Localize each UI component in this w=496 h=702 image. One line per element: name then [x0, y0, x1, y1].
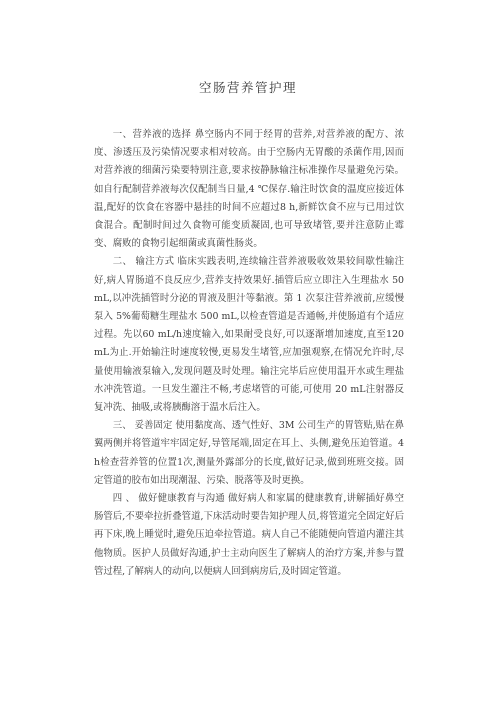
paragraph-health-education: 四 、 做好健康教育与沟通 做好病人和家属的健康教育,讲解插好鼻空肠管后,不要牵拉折叠管道,下床活动时要告知护理人员,将管道完全固定好后再下床,晚上睡觉时,避免压迫牵拉管道。病人自己不能随便向管道内灌注其他物质。医护人员做好沟通,护士主动向医生了解病人的治疗方案,并参与置管过程,了解病人的动向,以便病人回到病房后,及时固定管道。 [94, 493, 404, 577]
paragraph-secure-fixation: 三、 妥善固定 使用黏度高、透气性好、3M 公司生产的胃管贴,贴在鼻翼两侧并将管道牢牢固定好,导管尾端,固定在耳上、头侧,避免压迫管道。4 h检查营养管的位置1次,测量外露部分的长度,做好记录,做到班班交接。固定管道的胶布如出现潮湿、污染、脱落等及时更换。 [94, 420, 404, 486]
document-title: 空肠营养管护理 [198, 80, 297, 95]
paragraph-nutrition-selection: 一、营养液的选择 鼻空肠内不同于经胃的营养,对营养液的配方、浓度、渗透压及污染情况要求相对较高。由于空肠内无胃酸的杀菌作用,因而对营养液的细菌污染要特别注意,要求按静脉输注标准操作尽量避免污染。如自行配制营养液每次仅配制当日量,4 ℃保存.输注时饮食的温度应接近体温,配好的饮食在容器中悬挂的时间不应超过8 h,新鲜饮食不应与已用过饮食混合。配制时间过久食物可能变质凝固,也可导致堵管,要并注意防止霉变、腐败的食物引起细菌或真菌性肠炎。 [94, 129, 404, 250]
paragraph-infusion-method: 二、 输注方式 临床实践表明,连续输注营养液吸收效果较间歇性输注好,病人胃肠道不良反应少,营养支持效果好.插管后应立即注入生理盐水 50 mL,以冲洗插管时分泌的胃液及胆汁等黏液。第 1 次泵注营养液前,应缓慢泵入 5%葡萄糖生理盐水 500 mL,以检查管道是否通畅,并使肠道有个适应过程。先以60 mL/h速度输入,如果耐受良好,可以逐渐增加速度,直至120 mL为止.开始输注时速度较慢,更易发生堵管,应加强观察,在情况允许时,尽量使用输液泵输入,发现问题及时处理。输注完毕后应使用温开水或生理盐水冲洗管道。一旦发生灌注不畅,考虑堵管的可能,可使用 20 mL注射器反复冲洗、抽吸,或将胰酶溶于温水后注入。 [94, 256, 404, 414]
document-body [94, 126, 404, 581]
